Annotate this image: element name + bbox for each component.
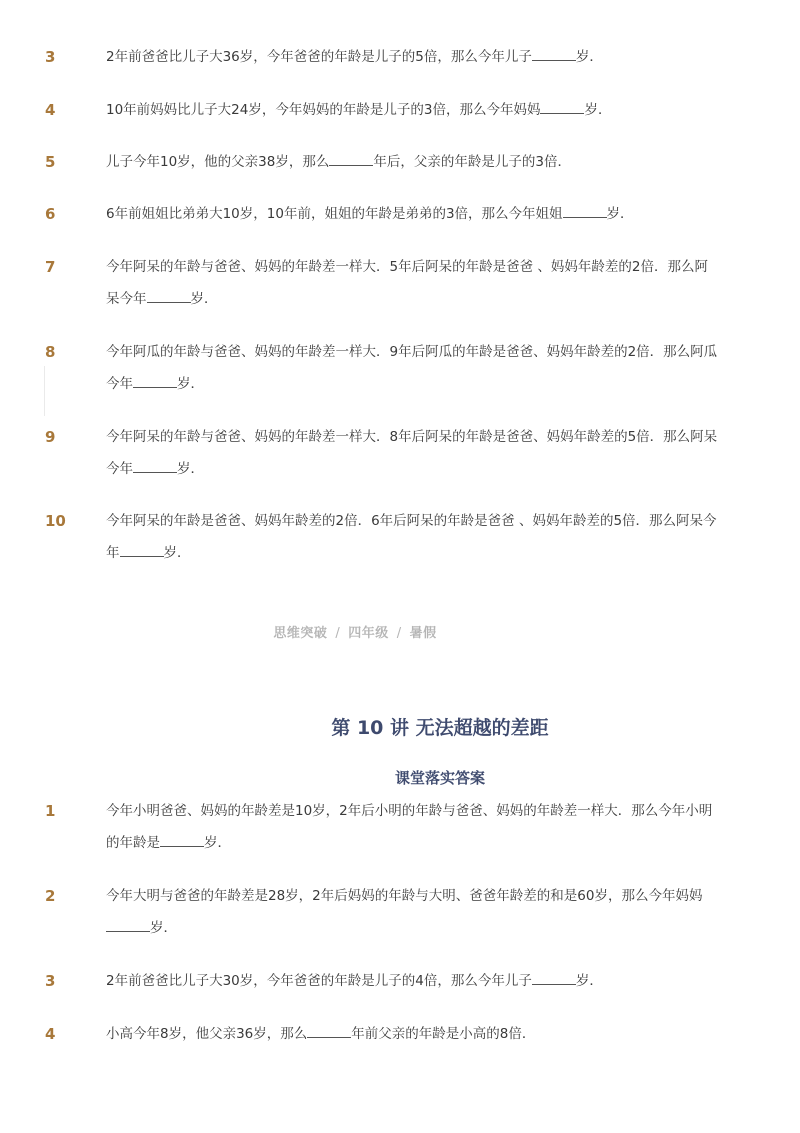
question-text: 今年阿呆的年龄与爸爸、妈妈的年龄差一样大．5年后阿呆的年龄是爸爸 、妈妈年龄差的2倍．那么阿呆今年 岁． bbox=[106, 259, 708, 307]
answer-blank[interactable] bbox=[532, 46, 576, 61]
answer-blank[interactable] bbox=[133, 458, 177, 473]
footer-grade: 四年级 bbox=[348, 626, 389, 641]
answer-blank[interactable] bbox=[147, 288, 191, 303]
question-text: 今年阿瓜的年龄与爸爸、妈妈的年龄差一样大．9年后阿瓜的年龄是爸爸、妈妈年龄差的2倍．那么阿瓜今年 岁． bbox=[106, 344, 718, 392]
answer-blank[interactable] bbox=[329, 151, 373, 166]
footer-separator: / bbox=[335, 626, 341, 641]
question-number: 10 bbox=[45, 512, 66, 530]
question-text: 今年阿呆的年龄与爸爸、妈妈的年龄差一样大．8年后阿呆的年龄是爸爸、妈妈年龄差的5倍．那么阿呆今年 岁． bbox=[106, 429, 718, 477]
answer-blank[interactable] bbox=[563, 203, 607, 218]
question-number: 9 bbox=[45, 428, 56, 446]
question-number: 3 bbox=[45, 972, 56, 990]
question-number: 8 bbox=[45, 343, 56, 361]
footer-term: 暑假 bbox=[409, 626, 437, 641]
question-text: 2年前爸爸比儿子大30岁，今年爸爸的年龄是儿子的4倍，那么今年儿子 岁． bbox=[106, 965, 718, 997]
footer-separator: / bbox=[396, 626, 402, 641]
question-text: 今年小明爸爸、妈妈的年龄差是10岁，2年后小明的年龄与爸爸、妈妈的年龄差一样大．那么今年小明的年龄是 岁． bbox=[106, 803, 713, 851]
question-text: 小高今年8岁，他父亲36岁，那么 年前父亲的年龄是小高的8倍． bbox=[106, 1018, 718, 1050]
margin-line bbox=[44, 366, 45, 416]
question-number: 2 bbox=[45, 887, 56, 905]
question-text: 10年前妈妈比儿子大24岁，今年妈妈的年龄是儿子的3倍，那么今年妈妈 岁． bbox=[106, 94, 718, 126]
answer-blank[interactable] bbox=[532, 970, 576, 985]
question-text: 儿子今年10岁，他的父亲38岁，那么 年后，父亲的年龄是儿子的3倍． bbox=[106, 146, 718, 178]
answer-blank[interactable] bbox=[120, 542, 164, 557]
question-number: 4 bbox=[45, 1025, 56, 1043]
question-number: 7 bbox=[45, 258, 56, 276]
answer-blank[interactable] bbox=[307, 1023, 351, 1038]
answer-blank[interactable] bbox=[106, 917, 150, 932]
answer-blank[interactable] bbox=[160, 832, 204, 847]
question-text: 今年大明与爸爸的年龄差是28岁，2年后妈妈的年龄与大明、爸爸年龄差的和是60岁，那么今年妈妈岁． bbox=[106, 888, 703, 936]
answer-blank[interactable] bbox=[540, 99, 584, 114]
question-number: 6 bbox=[45, 205, 56, 223]
lesson-title: 第 10 讲 无法超越的差距 bbox=[331, 717, 549, 739]
question-text: 6年前姐姐比弟弟大10岁，10年前，姐姐的年龄是弟弟的3倍，那么今年姐姐 岁． bbox=[106, 198, 718, 230]
question-number: 4 bbox=[45, 101, 56, 119]
answer-blank[interactable] bbox=[133, 373, 177, 388]
question-text: 2年前爸爸比儿子大36岁，今年爸爸的年龄是儿子的5倍，那么今年儿子 岁． bbox=[106, 41, 718, 73]
question-number: 1 bbox=[45, 802, 56, 820]
footer-series: 思维突破 bbox=[273, 626, 328, 641]
question-number: 3 bbox=[45, 48, 56, 66]
question-text: 今年阿呆的年龄是爸爸、妈妈年龄差的2倍．6年后阿呆的年龄是爸爸 、妈妈年龄差的5倍．那么阿呆今年 岁． bbox=[106, 513, 717, 561]
page-footer bbox=[0, 622, 710, 641]
section-subtitle: 课堂落实答案 bbox=[394, 769, 485, 787]
question-number: 5 bbox=[45, 153, 56, 171]
